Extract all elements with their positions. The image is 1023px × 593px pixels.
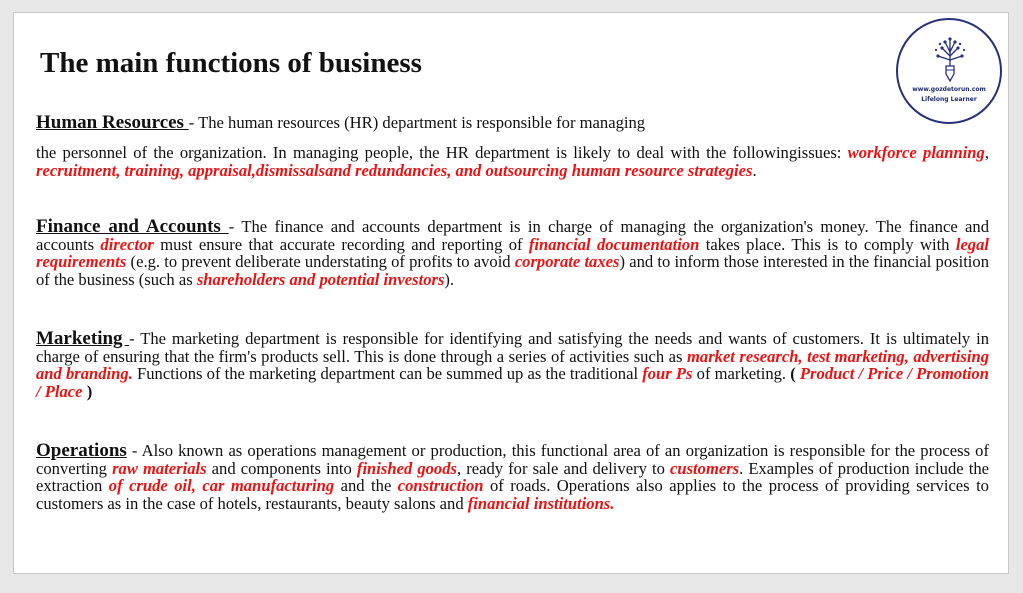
logo-tagline: Lifelong Learner — [921, 96, 977, 103]
finance-paragraph — [36, 218, 989, 288]
hr-text: , — [984, 143, 989, 162]
marketing-bracket: ) — [82, 381, 93, 401]
hr-text: - The human resources (HR) department is responsible for managing — [188, 113, 646, 132]
finance-heading: Finance and Accounts — [36, 216, 229, 237]
hr-paragraph-line1 — [36, 113, 645, 132]
page-title: The main functions of business — [40, 47, 422, 79]
finance-text: (e.g. to prevent deliberate understating of profits to avoid — [126, 252, 515, 272]
logo — [896, 18, 1002, 124]
operations-highlight: financial institutions. — [467, 493, 615, 513]
operations-text: of roads. Operations also applies to the process of providing services to customers as in the case of hotels, restaurants, beauty salons and — [36, 476, 989, 513]
operations-highlight: raw materials — [112, 458, 207, 478]
hr-highlight: workforce planning — [847, 143, 985, 162]
finance-highlight: shareholders and potential investors — [196, 269, 445, 289]
marketing-bracket: ( — [790, 364, 800, 384]
operations-highlight: finished goods — [356, 458, 457, 478]
operations-text: and components into — [206, 458, 357, 478]
operations-heading: Operations — [36, 440, 127, 461]
operations-text: . Examples of production include the extraction — [36, 458, 989, 496]
finance-text: ). — [444, 269, 455, 289]
operations-text: and the — [334, 476, 398, 496]
logo-site-text: www.gozdetorun.com — [912, 86, 986, 93]
operations-highlight: of crude oil, car manufacturing — [108, 476, 335, 496]
marketing-paragraph — [36, 330, 989, 400]
finance-text: ) and to inform those interested in the financial position of the business (such as — [36, 252, 990, 289]
marketing-highlight: market research, test marketing, advertising and branding. — [36, 346, 989, 384]
operations-text: - Also known as operations management or production, this functional area of an organization is responsible for the process of converting — [36, 441, 989, 478]
hr-heading: Human Resources — [36, 112, 189, 133]
finance-highlight: financial documentation — [528, 234, 700, 254]
operations-paragraph — [36, 442, 989, 512]
finance-text: must ensure that accurate recording and reporting of — [153, 234, 529, 254]
finance-highlight: legal requirements — [36, 234, 990, 272]
marketing-text: Functions of the marketing department can be summed up as the traditional — [132, 364, 643, 384]
hr-text: . — [752, 160, 757, 180]
operations-highlight: construction — [397, 476, 484, 496]
marketing-heading: Marketing — [36, 328, 130, 349]
operations-highlight: customers — [669, 458, 740, 478]
finance-highlight: director — [100, 234, 154, 254]
marketing-text: - The marketing department is responsible for identifying and satisfying the needs and wants of customers. It is ultimately in charge of ensuring that the firm's products sell. This is done through a series of activities such as — [36, 329, 989, 366]
marketing-highlight: four Ps — [642, 364, 693, 384]
tree-pen-icon — [932, 36, 968, 82]
finance-highlight: corporate taxes — [514, 252, 620, 272]
marketing-highlight: Product / Price / Promotion / Place — [36, 364, 989, 401]
finance-text: - The finance and accounts department is in charge of managing the organization's money. The finance and accounts — [36, 217, 989, 254]
finance-text: takes place. This is to comply with — [699, 234, 956, 254]
marketing-text: of marketing. — [692, 364, 791, 384]
hr-highlight: recruitment, training, appraisal,dismissalsand redundancies, and outsourcing human resource strategies — [36, 160, 753, 180]
operations-text: , ready for sale and delivery to — [456, 458, 670, 478]
hr-text: the personnel of the organization. In managing people, the HR department is likely to deal with the followingissues: — [36, 143, 848, 162]
hr-paragraph — [36, 144, 989, 179]
slide — [13, 12, 1009, 574]
